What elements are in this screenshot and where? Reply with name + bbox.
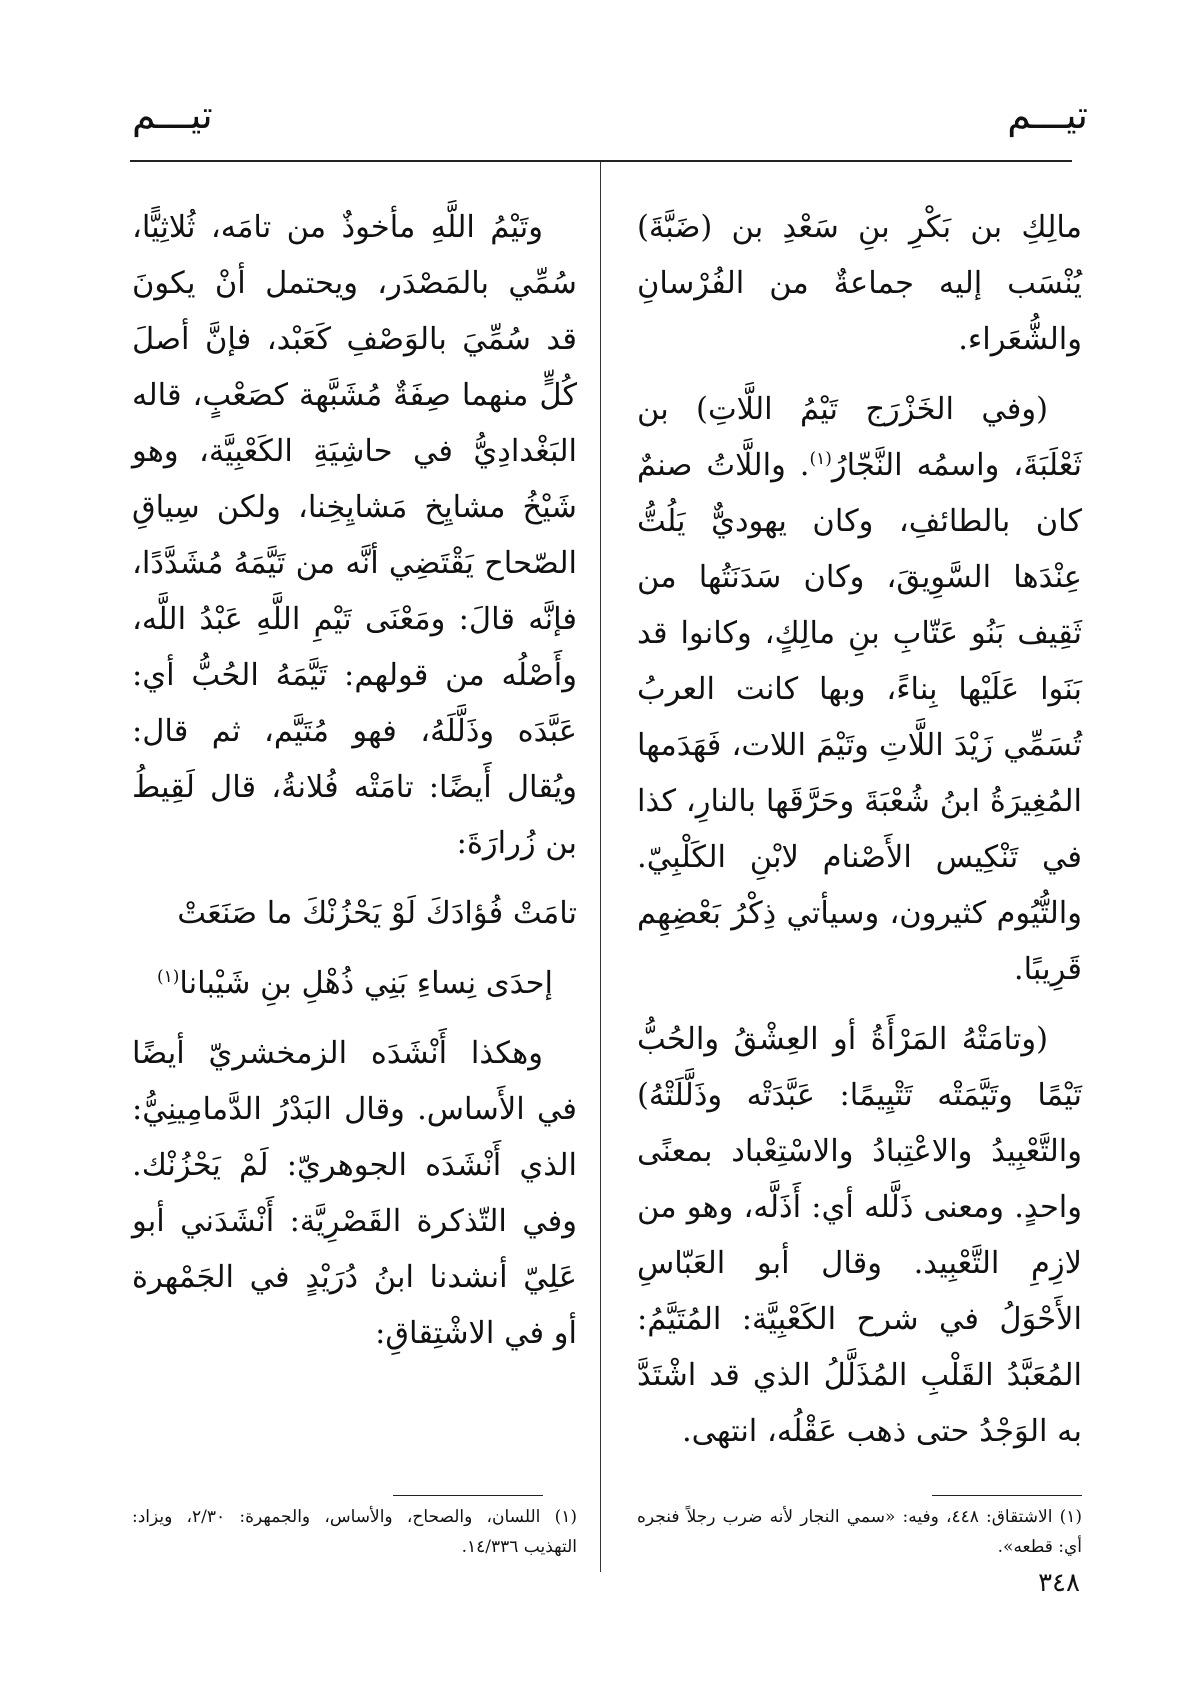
running-header-left: تيـــم	[132, 93, 213, 137]
right-paragraph-2-start: (وفي الخَزْرَج تَيْمُ اللَّاتِ) بن ثَعْلَبَةَ، واسمُه النَّجّارُ	[637, 392, 1082, 483]
column-divider	[600, 162, 601, 1572]
footnote-left: (١) اللسان، والصحاح، والأساس، والجمهرة: ٢/٣٠، ويزاد: التهذيب ١٤/٣٣٦.	[132, 1507, 577, 1557]
right-paragraph-2-end: . واللَّاتُ صنمٌ كان بالطائفِ، وكان يهوديٌّ يَلُتُّ عِنْدَها السَّوِيقَ، وكان سَدَنَتُها من ثَقِيف بَنُو عَتّابِ بنِ مالِكٍ، وكانوا قد بَنَوا عَلَيْها بِناءً، وبها كانت العربُ تُسَمِّي زَيْدَ اللَّاتِ وتَيْمَ اللات، فَهَدَمها المُغِيرَةُ ابنُ شُعْبَةَ وحَرَّقَها بالنارِ، كذا في تَنْكِيس الأَصْنام لابْنِ الكَلْبِيّ. والتُّيُوم كثيرون، وسيأتي ذِكْرُ بَعْضِهِم قَرِيبًا.	[637, 448, 1082, 987]
running-header-right: تيـــم	[1007, 93, 1088, 137]
left-paragraph-2: وهكذا أَنْشَدَه الزمخشريّ أيضًا في الأَساس. وقال البَدْرُ الدَّمامِينِيُّ: الذي أَنْشَدَه الجوهريّ: لَمْ يَحْزُنْك. وفي التّذكرة القَصْرِيَّة: أَنْشَدَني أبو عَلِيّ أنشدنا ابنُ دُرَيْدٍ في الجَمْهرة أو في الاشْتِقاقِ:	[132, 1036, 577, 1351]
right-column	[637, 200, 1082, 1474]
verse-line-1: تامَتْ فُؤادَكَ لَوْ يَحْزُنْكَ ما صَنَعَتْ	[177, 896, 577, 931]
footnote-right: (١) الاشتقاق: ٤٤٨، وفيه: «سمي النجار لأنه ضرب رجلاً فنجره أي: قطعه».	[637, 1507, 1082, 1557]
left-column	[132, 200, 577, 1376]
page-number: ٣٤٨	[1038, 1568, 1080, 1598]
footnote-ref-left: (١)	[156, 966, 180, 987]
verse-line-2	[132, 956, 577, 1012]
right-paragraph-3: (وتامَتْهُ المَرْأَةُ أو العِشْقُ والحُبُّ تَيْمًا وتَيَّمَتْه تَتْيِيمًا: عَبَّدَتْه وذَلَّلَتْهُ) والتَّعْبِيدُ والاعْتِبادُ والاسْتِعْباد بمعنًى واحدٍ. ومعنى ذَلَّله أي: أَذَلَّه، وهو من لازِمِ التَّعْبِيد. وقال أبو العَبّاسِ الأَحْوَلُ في شرح الكَعْبِيَّة: المُتَيَّمُ: المُعَبَّدُ القَلْبِ المُذَلَّلُ الذي قد اشْتَدَّ به الوَجْدُ حتى ذهب عَقْلُه، انتهى.	[637, 1022, 1082, 1449]
footnote-rule-right	[932, 1495, 1082, 1496]
right-paragraph-1: مالِكِ بن بَكْرِ بنِ سَعْدِ بن (ضَبَّةَ) يُنْسَب إليه جماعةٌ من الفُرْسانِ والشُّعَراء.	[637, 210, 1082, 357]
footnote-rule-left	[393, 1495, 543, 1496]
footnote-ref-right: (١)	[809, 448, 832, 469]
header-rule	[130, 160, 1072, 162]
verse-line-2-text: إحدَى نِساءِ بَنِي ذُهْلِ بنِ شَيْبانا	[179, 966, 553, 1001]
right-paragraph-2	[637, 382, 1082, 998]
left-paragraph-1: وتَيْمُ اللَّهِ مأخوذٌ من تامَه، ثُلاثِيًّا، سُمِّي بالمَصْدَر، ويحتمل أنْ يكونَ قد سُمِّيَ بالوَصْفِ كَعَبْد، فإنَّ أصلَ كُلٍّ منهما صِفَةٌ مُشَبَّهة كصَعْبٍ، قاله البَغْدادِيُّ في حاشِيَةِ الكَعْبِيَّة، وهو شَيْخُ مشايِخ مَشايِخِنا، ولكن سِياقِ الصّحاح يَقْتَضِي أنَّه من تَيَّمَهُ مُشَدَّدًا، فإنَّه قالَ: ومَعْنَى تَيْمِ اللَّهِ عَبْدُ اللَّه، وأَصْلُه من قولهم: تَيَّمَهُ الحُبُّ أي: عَبَّدَه وذَلَّلَهُ، فهو مُتَيَّم، ثم قال: ويُقال أَيضًا: تامَتْه فُلانةُ، قال لَقِيطُ بن زُرارَةَ:	[132, 210, 577, 861]
